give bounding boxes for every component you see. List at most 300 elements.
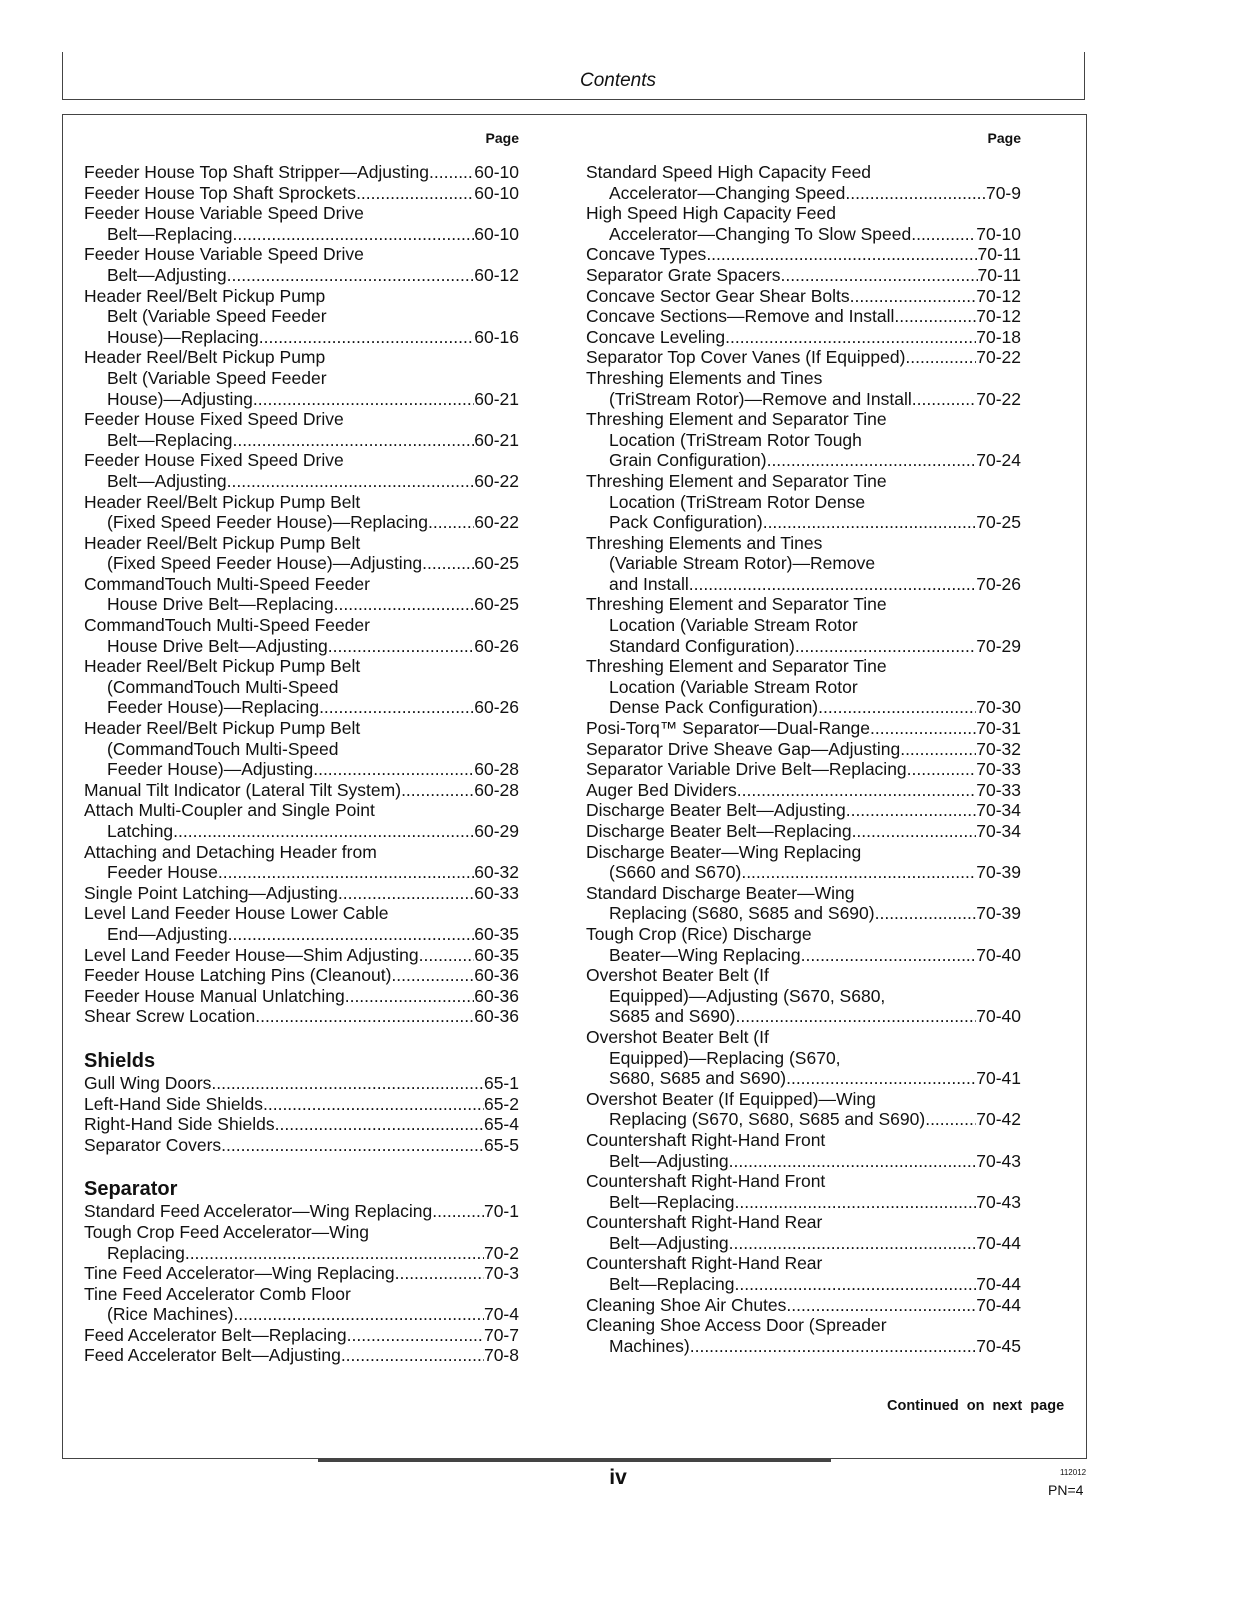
toc-entry-text: Header Reel/Belt Pickup Pump <box>84 347 326 368</box>
toc-entry[interactable] <box>84 1073 519 1094</box>
toc-entry-text: Concave Types <box>586 244 707 265</box>
toc-right-column <box>586 128 1021 1356</box>
toc-entry-text: Feeder House Top Shaft Sprockets <box>84 182 357 203</box>
dot-leader <box>689 574 976 595</box>
toc-entry[interactable] <box>84 1201 519 1222</box>
dot-leader <box>900 739 976 760</box>
toc-entry-text: Separator Covers <box>84 1134 222 1155</box>
toc-entry[interactable] <box>586 286 1021 307</box>
toc-page-number: 60-10 <box>474 182 519 203</box>
toc-page-number: 70-39 <box>976 903 1021 924</box>
toc-page-number: 70-18 <box>976 326 1021 347</box>
dot-leader <box>850 286 977 307</box>
dot-leader <box>729 1151 977 1172</box>
toc-entry-text: Replacing <box>107 1242 185 1263</box>
toc-page-number: 70-25 <box>976 512 1021 533</box>
toc-entry[interactable] <box>84 492 519 533</box>
toc-page-number: 70-29 <box>976 635 1021 656</box>
toc-entry-text: Belt—Adjusting <box>107 470 227 491</box>
toc-entry-text: Discharge Beater Belt—Adjusting <box>586 800 846 821</box>
dot-leader <box>846 800 977 821</box>
toc-entry-text: Tine Feed Accelerator Comb Floor <box>84 1283 351 1304</box>
dot-leader <box>741 862 976 883</box>
toc-entry[interactable] <box>84 1284 519 1325</box>
toc-entry[interactable] <box>586 327 1021 348</box>
toc-entry[interactable] <box>84 1114 519 1135</box>
dot-leader <box>690 1336 977 1357</box>
toc-entry-text: House)—Adjusting <box>107 388 253 409</box>
dot-leader <box>852 821 977 842</box>
pn-label: PN=4 <box>1048 1482 1084 1498</box>
toc-entry-text: Belt—Adjusting <box>609 1150 729 1171</box>
toc-page-number: 60-16 <box>474 326 519 347</box>
toc-entry[interactable] <box>586 883 1021 924</box>
toc-entry[interactable] <box>84 986 519 1007</box>
toc-entry-text: Grain Configuration) <box>609 450 767 471</box>
toc-entry-text: Shear Screw Location <box>84 1006 256 1027</box>
toc-page-number: 70-43 <box>976 1191 1021 1212</box>
doc-code: 112012 <box>1060 1468 1087 1477</box>
toc-page-number: 70-11 <box>977 264 1021 285</box>
toc-page-number: 60-10 <box>474 223 519 244</box>
toc-entry-text: Overshot Beater Belt (If <box>586 1026 769 1047</box>
dot-leader <box>345 986 475 1007</box>
toc-entry-text: Feeder House Manual Unlatching <box>84 985 345 1006</box>
toc-entry[interactable] <box>586 1212 1021 1253</box>
toc-entry-text: Machines) <box>609 1335 690 1356</box>
toc-entry-text: Separator Grate Spacers <box>586 264 781 285</box>
toc-page-number: 70-33 <box>976 759 1021 780</box>
dot-leader <box>734 1192 976 1213</box>
toc-entry-text: House Drive Belt—Adjusting <box>107 635 328 656</box>
dot-leader <box>925 1109 976 1130</box>
toc-page-number: 70-30 <box>976 697 1021 718</box>
toc-entry-text: Standard Speed High Capacity Feed <box>586 162 872 182</box>
toc-entry-text: Threshing Element and Separator Tine <box>586 656 887 677</box>
toc-page-number: 70-33 <box>976 779 1021 800</box>
toc-entry-text: Concave Sector Gear Shear Bolts <box>586 285 850 306</box>
toc-entry-text: Header Reel/Belt Pickup Pump Belt <box>84 718 361 739</box>
dot-leader <box>341 1345 484 1366</box>
toc-entry-text: Right-Hand Side Shields <box>84 1114 275 1135</box>
toc-entry[interactable] <box>586 162 1021 203</box>
toc-entry-text: Feed Accelerator Belt—Replacing <box>84 1324 347 1345</box>
toc-page-number: 60-28 <box>474 779 519 800</box>
toc-page-number: 70-44 <box>976 1232 1021 1253</box>
dot-leader <box>419 945 475 966</box>
dot-leader <box>875 903 977 924</box>
toc-entry[interactable] <box>84 1222 519 1263</box>
toc-entry-text: Feeder House Top Shaft Stripper—Adjusting <box>84 162 430 182</box>
toc-page-number: 70-22 <box>976 388 1021 409</box>
toc-page-number: 70-41 <box>976 1068 1021 1089</box>
section-title: Separator <box>84 1178 178 1201</box>
toc-entry-text: Separator Variable Drive Belt—Replacing <box>586 759 907 780</box>
toc-page-number: 60-25 <box>474 594 519 615</box>
toc-entry[interactable] <box>586 533 1021 595</box>
dot-leader <box>232 430 474 451</box>
toc-page-number: 70-7 <box>483 1324 519 1345</box>
dot-leader <box>334 594 475 615</box>
toc-page-number: 65-1 <box>483 1072 519 1093</box>
toc-entry[interactable] <box>84 409 519 450</box>
dot-leader <box>729 1233 977 1254</box>
toc-entry-text: (CommandTouch Multi-Speed <box>107 738 339 759</box>
toc-entry-text: Standard Configuration) <box>609 635 795 656</box>
toc-entry-text: Location (TriStream Rotor Dense <box>609 491 866 512</box>
toc-entry-text: Manual Tilt Indicator (Lateral Tilt System) <box>84 779 402 800</box>
toc-entry-text: (Fixed Speed Feeder House)—Replacing <box>107 512 428 533</box>
toc-entry[interactable] <box>84 1345 519 1366</box>
toc-entry[interactable] <box>586 1171 1021 1212</box>
toc-entry-text: Belt—Adjusting <box>609 1232 729 1253</box>
page-column-header: Page <box>485 130 519 146</box>
toc-entry-text: (Rice Machines) <box>107 1304 234 1325</box>
toc-page-number: 70-9 <box>985 182 1021 203</box>
toc-page-number: 70-22 <box>976 347 1021 368</box>
dot-leader <box>706 244 977 265</box>
toc-entry[interactable] <box>586 800 1021 821</box>
toc-page-number: 70-40 <box>976 1006 1021 1027</box>
toc-entry-text: Attaching and Detaching Header from <box>84 841 377 862</box>
toc-entry-text: Feeder House Latching Pins (Cleanout) <box>84 965 392 986</box>
toc-page-number: 70-24 <box>976 450 1021 471</box>
toc-entry-text: Header Reel/Belt Pickup Pump Belt <box>84 491 361 512</box>
toc-entry-text: S680, S685 and S690) <box>609 1068 787 1089</box>
dot-leader <box>894 306 976 327</box>
toc-entry[interactable] <box>84 800 519 841</box>
dot-leader <box>428 512 474 533</box>
toc-page-number: 70-1 <box>483 1201 519 1222</box>
toc-entry-text: (S660 and S670) <box>609 862 742 883</box>
toc-entry-text: Beater—Wing Replacing <box>609 944 801 965</box>
toc-page-number: 60-25 <box>474 553 519 574</box>
toc-entry[interactable] <box>586 842 1021 883</box>
toc-entry-text: Belt (Variable Speed Feeder <box>107 306 327 327</box>
toc-entry-text: Overshot Beater (If Equipped)—Wing <box>586 1088 876 1109</box>
toc-entry-text: Separator Top Cover Vanes (If Equipped) <box>586 347 906 368</box>
toc-entry-text: Discharge Beater—Wing Replacing <box>586 841 862 862</box>
toc-page-number: 60-35 <box>474 944 519 965</box>
toc-page-number: 70-43 <box>976 1150 1021 1171</box>
toc-page-number: 60-21 <box>474 388 519 409</box>
toc-entry-text: Replacing (S670, S680, S685 and S690) <box>609 1109 926 1130</box>
toc-entry[interactable] <box>84 533 519 574</box>
toc-page-number: 70-11 <box>977 244 1021 265</box>
toc-page-number: 60-26 <box>474 697 519 718</box>
dot-leader <box>391 965 474 986</box>
toc-page-number: 60-36 <box>474 985 519 1006</box>
dot-leader <box>907 759 977 780</box>
dot-leader <box>795 636 976 657</box>
toc-page-number: 70-44 <box>976 1274 1021 1295</box>
toc-entry[interactable] <box>586 471 1021 533</box>
toc-entry[interactable] <box>586 1295 1021 1316</box>
toc-page-number: 70-42 <box>976 1109 1021 1130</box>
dot-leader <box>221 1135 484 1156</box>
toc-entry[interactable] <box>84 718 519 780</box>
toc-entry[interactable] <box>586 759 1021 780</box>
toc-entry-text: CommandTouch Multi-Speed Feeder <box>84 615 370 636</box>
toc-entry[interactable] <box>586 368 1021 409</box>
toc-entry-text: High Speed High Capacity Feed <box>586 203 837 224</box>
toc-entry-text: Feeder House)—Replacing <box>107 697 320 718</box>
toc-entry-text: Location (TriStream Rotor Tough <box>609 429 862 450</box>
dot-leader <box>432 1201 484 1222</box>
toc-entry-text: House Drive Belt—Replacing <box>107 594 334 615</box>
toc-entry[interactable] <box>586 924 1021 965</box>
toc-entry-text: Feeder House Variable Speed Drive <box>84 244 364 265</box>
dot-leader <box>356 183 474 204</box>
toc-entry[interactable] <box>586 780 1021 801</box>
toc-page-number: 60-12 <box>474 264 519 285</box>
toc-page-number: 70-39 <box>976 862 1021 883</box>
toc-entry-text: (Variable Stream Rotor)—Remove <box>609 553 876 574</box>
toc-entry-text: Equipped)—Adjusting (S670, S680, <box>609 985 886 1006</box>
toc-entry-text: Location (Variable Stream Rotor <box>609 676 858 697</box>
toc-entry[interactable] <box>586 244 1021 265</box>
dot-leader <box>801 945 977 966</box>
toc-page-number: 60-10 <box>474 162 519 182</box>
toc-page-number: 70-8 <box>483 1345 519 1366</box>
toc-entry[interactable] <box>84 656 519 718</box>
toc-page-number: 70-4 <box>483 1304 519 1325</box>
toc-entry-text: Threshing Element and Separator Tine <box>586 470 887 491</box>
dot-leader <box>401 780 474 801</box>
section-title: Shields <box>84 1049 156 1072</box>
dot-leader <box>173 821 474 842</box>
dot-leader <box>736 1006 977 1027</box>
toc-entry[interactable] <box>586 347 1021 368</box>
continued-note: Continued on next page <box>887 1398 1065 1414</box>
toc-entry-text: Equipped)—Replacing (S670, <box>609 1047 841 1068</box>
toc-entry-text: Header Reel/Belt Pickup Pump <box>84 285 326 306</box>
toc-entry[interactable] <box>84 347 519 409</box>
toc-entry-text: Belt—Adjusting <box>107 264 227 285</box>
toc-entry-text: Single Point Latching—Adjusting <box>84 882 338 903</box>
page-column-header: Page <box>987 130 1021 146</box>
toc-page-number: 60-29 <box>474 821 519 841</box>
toc-entry[interactable] <box>84 883 519 904</box>
toc-entry-text: Location (Variable Stream Rotor <box>609 615 858 636</box>
dot-leader <box>253 389 474 410</box>
dot-leader <box>395 1263 484 1284</box>
toc-entry-text: Threshing Element and Separator Tine <box>586 594 887 615</box>
toc-page-number: 70-32 <box>976 738 1021 759</box>
toc-page-number: 70-34 <box>976 821 1021 841</box>
toc-page-number: 60-22 <box>474 512 519 533</box>
toc-entry[interactable] <box>586 265 1021 286</box>
toc-page-number: 70-34 <box>976 800 1021 821</box>
toc-entry[interactable] <box>586 739 1021 760</box>
toc-page-number: 65-5 <box>483 1134 519 1155</box>
toc-entry-text: Cleaning Shoe Access Door (Spreader <box>586 1315 887 1336</box>
toc-entry[interactable] <box>84 903 519 944</box>
dot-leader <box>767 450 977 471</box>
toc-entry-text: Latching <box>107 821 174 841</box>
dot-leader <box>328 636 474 657</box>
toc-entry-text: Overshot Beater Belt (If <box>586 965 769 986</box>
toc-entry-text: Feeder House Fixed Speed Drive <box>84 450 344 471</box>
toc-entry-text: Feeder House Variable Speed Drive <box>84 203 364 224</box>
dot-leader <box>227 265 475 286</box>
toc-entry[interactable] <box>84 203 519 244</box>
toc-page-number: 70-12 <box>976 306 1021 327</box>
toc-entry-text: Countershaft Right-Hand Front <box>586 1129 826 1150</box>
toc-entry-text: Level Land Feeder House—Shim Adjusting <box>84 944 419 965</box>
toc-entry[interactable] <box>586 1089 1021 1130</box>
toc-entry-text: Tine Feed Accelerator—Wing Replacing <box>84 1263 395 1284</box>
dot-leader <box>911 224 976 245</box>
toc-entry-text: Header Reel/Belt Pickup Pump Belt <box>84 532 361 553</box>
toc-entry-text: Countershaft Right-Hand Front <box>586 1171 826 1192</box>
toc-entry[interactable] <box>586 1130 1021 1171</box>
toc-entry[interactable] <box>84 1325 519 1346</box>
dot-leader <box>347 1325 484 1346</box>
toc-entry[interactable] <box>84 286 519 348</box>
toc-page-number: 60-36 <box>474 965 519 986</box>
toc-entry-text: End—Adjusting <box>107 923 228 944</box>
dot-leader <box>263 1094 484 1115</box>
toc-entry-text: Countershaft Right-Hand Rear <box>586 1212 823 1233</box>
toc-entry-text: Tough Crop Feed Accelerator—Wing <box>84 1221 369 1242</box>
toc-entry[interactable] <box>84 1263 519 1284</box>
toc-entry[interactable] <box>84 965 519 986</box>
toc-entry-text: (TriStream Rotor)—Remove and Install <box>609 388 912 409</box>
toc-entry[interactable] <box>84 1135 519 1156</box>
toc-entry-text: S685 and S690) <box>609 1006 736 1027</box>
toc-entry-text: Replacing (S680, S685 and S690) <box>609 903 875 924</box>
toc-entry[interactable] <box>586 594 1021 656</box>
toc-entry-text: Feed Accelerator Belt—Adjusting <box>84 1345 341 1366</box>
dot-leader <box>338 883 474 904</box>
toc-page-number: 65-4 <box>483 1114 519 1135</box>
dot-leader <box>786 1295 976 1316</box>
toc-entry-text: Separator Drive Sheave Gap—Adjusting <box>586 738 901 759</box>
toc-entry-text: Feeder House)—Adjusting <box>107 759 314 780</box>
dot-leader <box>781 265 978 286</box>
toc-entry[interactable] <box>586 203 1021 244</box>
toc-entry[interactable] <box>84 1094 519 1115</box>
toc-entry-text: Header Reel/Belt Pickup Pump Belt <box>84 656 361 677</box>
dot-leader <box>319 697 474 718</box>
toc-entry-text: Tough Crop (Rice) Discharge <box>586 923 812 944</box>
toc-entry-text: Cleaning Shoe Air Chutes <box>586 1294 787 1315</box>
toc-entry-text: Level Land Feeder House Lower Cable <box>84 903 389 924</box>
page-number: iv <box>609 1466 627 1489</box>
toc-entry[interactable] <box>586 718 1021 739</box>
toc-entry-text: Accelerator—Changing To Slow Speed <box>609 223 912 244</box>
toc-entry[interactable] <box>84 615 519 656</box>
toc-entry-text: Threshing Elements and Tines <box>586 532 823 553</box>
toc-page-number: 60-36 <box>474 1006 519 1027</box>
toc-entry[interactable] <box>84 842 519 883</box>
toc-entry-text: Belt—Replacing <box>609 1191 735 1212</box>
toc-entry-text: Threshing Element and Separator Tine <box>586 409 887 430</box>
toc-entry[interactable] <box>586 1027 1021 1089</box>
toc-entry-text: Left-Hand Side Shields <box>84 1093 263 1114</box>
dot-leader <box>763 512 977 533</box>
toc-entry[interactable] <box>84 244 519 285</box>
toc-entry[interactable] <box>586 1315 1021 1356</box>
toc-entry-text: Attach Multi-Coupler and Single Point <box>84 800 375 821</box>
dot-leader <box>228 924 475 945</box>
toc-entry-text: Belt (Variable Speed Feeder <box>107 367 327 388</box>
toc-page-number: 70-26 <box>976 573 1021 594</box>
dot-leader <box>734 1274 976 1295</box>
toc-entry-text: (Fixed Speed Feeder House)—Adjusting <box>107 553 423 574</box>
toc-entry-text: Auger Bed Dividers <box>586 779 737 800</box>
toc-entry[interactable] <box>586 965 1021 1027</box>
dot-leader <box>259 327 474 348</box>
toc-entry[interactable] <box>84 945 519 966</box>
toc-page-number: 70-40 <box>976 944 1021 965</box>
toc-page-number: 70-31 <box>976 718 1021 739</box>
dot-leader <box>786 1068 976 1089</box>
toc-entry[interactable] <box>586 1253 1021 1294</box>
toc-entry[interactable] <box>84 574 519 615</box>
header-title: Contents <box>579 70 657 91</box>
dot-leader <box>218 862 474 883</box>
toc-entry-text: Gull Wing Doors <box>84 1072 212 1093</box>
toc-entry-text: Standard Feed Accelerator—Wing Replacing <box>84 1201 433 1222</box>
toc-entry[interactable] <box>586 821 1021 842</box>
dot-leader <box>429 162 474 183</box>
toc-entry[interactable] <box>84 162 519 183</box>
dot-leader <box>818 697 976 718</box>
dot-leader <box>227 471 475 492</box>
toc-entry-text: Feeder House <box>107 862 218 883</box>
toc-entry-text: Concave Leveling <box>586 326 726 347</box>
toc-page-number: 65-2 <box>483 1093 519 1114</box>
toc-page-number: 60-33 <box>474 882 519 903</box>
toc-entry-text: Belt—Replacing <box>107 223 233 244</box>
toc-page-number: 60-32 <box>474 862 519 883</box>
toc-entry-text: House)—Replacing <box>107 326 259 347</box>
dot-leader <box>185 1243 484 1264</box>
dot-leader <box>737 780 976 801</box>
dot-leader <box>905 347 976 368</box>
dot-leader <box>275 1114 484 1135</box>
toc-entry[interactable] <box>84 1006 519 1027</box>
toc-entry-text: Belt—Replacing <box>609 1274 735 1295</box>
bottom-rule <box>318 1459 831 1462</box>
toc-entry[interactable] <box>84 780 519 801</box>
toc-entry[interactable] <box>586 409 1021 471</box>
toc-page-number: 60-28 <box>474 759 519 780</box>
toc-entry[interactable] <box>84 183 519 204</box>
toc-entry[interactable] <box>586 306 1021 327</box>
toc-page-number: 70-45 <box>976 1335 1021 1356</box>
dot-leader <box>233 1304 484 1325</box>
toc-page-number: 70-3 <box>483 1263 519 1284</box>
dot-leader <box>870 718 976 739</box>
toc-entry-text: Belt—Replacing <box>107 429 233 450</box>
toc-entry[interactable] <box>586 656 1021 718</box>
dot-leader <box>422 553 474 574</box>
toc-entry-text: Discharge Beater Belt—Replacing <box>586 821 852 841</box>
toc-entry-text: Countershaft Right-Hand Rear <box>586 1253 823 1274</box>
toc-page-number: 60-22 <box>474 470 519 491</box>
dot-leader <box>232 224 474 245</box>
toc-page-number: 70-44 <box>976 1294 1021 1315</box>
dot-leader <box>255 1006 474 1027</box>
toc-entry[interactable] <box>84 450 519 491</box>
dot-leader <box>313 759 474 780</box>
toc-entry-text: Standard Discharge Beater—Wing <box>586 882 855 903</box>
dot-leader <box>912 389 976 410</box>
toc-entry-text: Dense Pack Configuration) <box>609 697 819 718</box>
